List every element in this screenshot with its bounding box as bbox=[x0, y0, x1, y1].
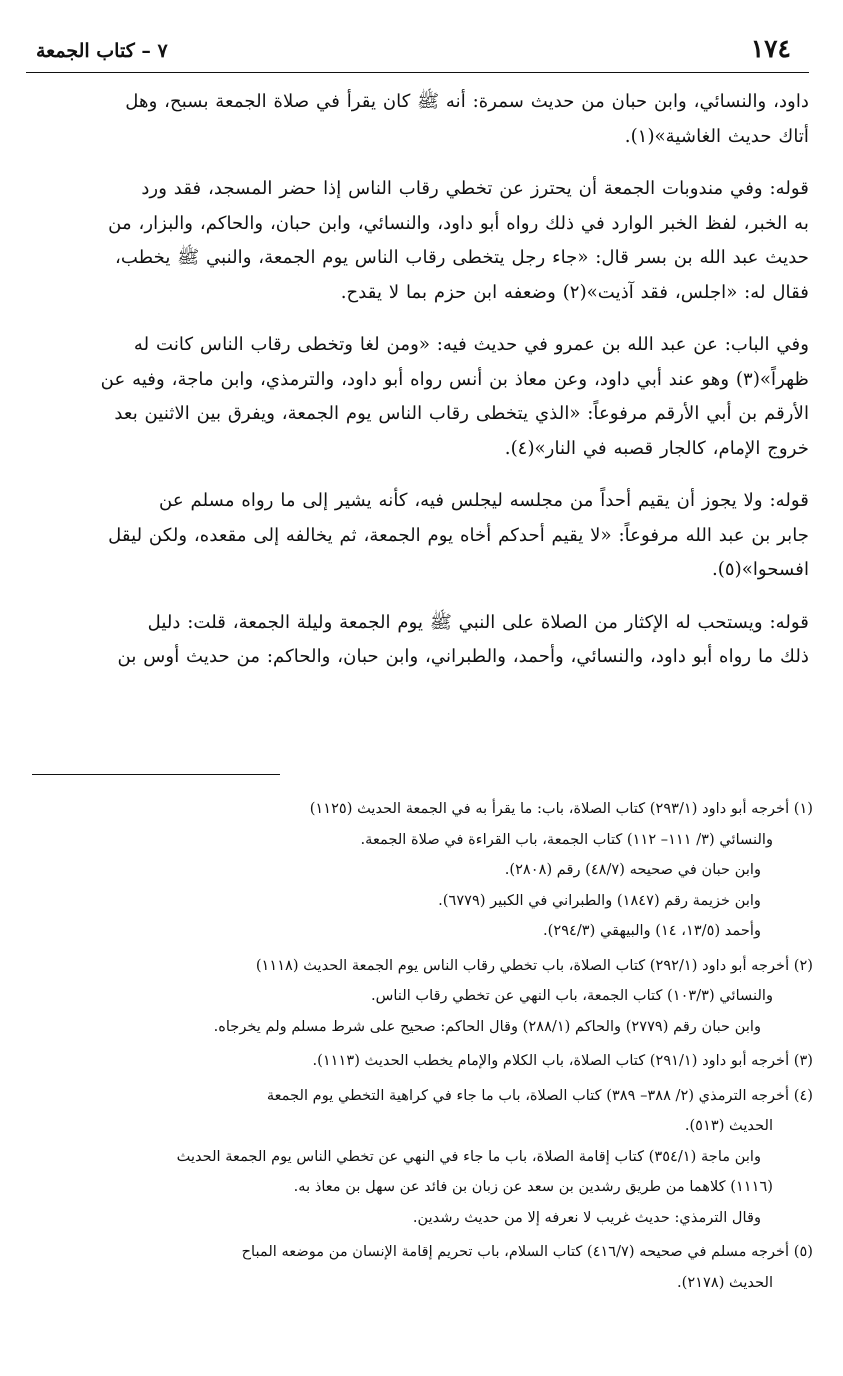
footnote-line: وابن ماجة (٣٥٤/١) كتاب إقامة الصلاة، باب ما جاء في النهي عن تخطي الناس يوم الجمعة الحديث bbox=[176, 1147, 761, 1165]
paragraph-line: حديث عبد الله بن بسر قال: «جاء رجل يتخطى رقاب الناس يوم الجمعة، والنبي ﷺ يخطب، bbox=[115, 247, 809, 268]
main-text bbox=[26, 85, 809, 675]
footnote-line: (١١١٦) كلاهما من طريق رشدين بن سعد عن زبان بن فائد عن سهل بن معاذ به. bbox=[293, 1178, 773, 1195]
paragraph-line: جابر بن عبد الله مرفوعاً: «لا يقيم أحدكم أخاه يوم الجمعة، ثم يخالفه إلى مقعده، ولكن ليقل bbox=[108, 524, 809, 546]
footnote-line: والنسائي (٣/ ١١١– ١١٢) كتاب الجمعة، باب القراءة في صلاة الجمعة. bbox=[360, 830, 773, 848]
footnote-line: الحديث (٥١٣). bbox=[684, 1117, 773, 1134]
paragraph-line: خروج الإمام، كالجار قصبه في النار»(٤). bbox=[504, 437, 809, 459]
paragraph-line: افسحوا»(٥). bbox=[711, 559, 809, 580]
paragraph bbox=[26, 328, 809, 466]
footnotes bbox=[26, 794, 813, 1302]
paragraph-line: فقال له: «اجلس، فقد آذيت»(٢) وضعفه ابن حزم بما لا يقدح. bbox=[340, 281, 809, 303]
footnote bbox=[26, 1081, 813, 1234]
footnote-line: (٥) أخرجه مسلم في صحيحه (٤١٦/٧) كتاب السلام، باب تحريم إقامة الإنسان من موضعه المباح bbox=[241, 1243, 813, 1260]
paragraph bbox=[26, 172, 809, 310]
footnote-line: الحديث (٢١٧٨). bbox=[676, 1273, 773, 1291]
paragraph-line: ذلك ما رواه أبو داود، والنسائي، وأحمد، والطبراني، وابن حبان، والحاكم: من حديث أوس بن bbox=[117, 646, 809, 667]
footnote-divider bbox=[32, 774, 280, 775]
footnote-line: (١) أخرجه أبو داود (٢٩٣/١) كتاب الصلاة، باب: ما يقرأ به في الجمعة الحديث (١١٢٥) bbox=[309, 800, 813, 817]
running-title: ٧ – كتاب الجمعة bbox=[36, 40, 168, 62]
paragraph bbox=[26, 606, 809, 675]
page-number: ١٧٤ bbox=[750, 34, 791, 63]
paragraph-line: ظهراً»(٣) وهو عند أبي داود، وعن معاذ بن أنس رواه أبو داود، والترمذي، وابن ماجة، وفيه عن bbox=[100, 368, 809, 390]
paragraph-line: الأرقم بن أبي الأرقم مرفوعاً: «الذي يتخطى رقاب الناس يوم الجمعة، ويفرق بين الاثنين بعد bbox=[114, 403, 809, 424]
footnote bbox=[26, 1046, 813, 1077]
page-header bbox=[26, 32, 809, 73]
footnote-line: (٢) أخرجه أبو داود (٢٩٢/١) كتاب الصلاة، باب تخطي رقاب الناس يوم الجمعة الحديث (١١١٨) bbox=[255, 956, 813, 974]
paragraph-line: داود، والنسائي، وابن حبان من حديث سمرة: أنه ﷺ كان يقرأ في صلاة الجمعة بسبح، وهل bbox=[125, 91, 809, 112]
paragraph-line: قوله: ويستحب له الإكثار من الصلاة على النبي ﷺ يوم الجمعة وليلة الجمعة، قلت: دليل bbox=[147, 611, 809, 633]
paragraph-line: أتاك حديث الغاشية»(١). bbox=[624, 125, 809, 147]
paragraph-line: به الخبر، لفظ الخبر الوارد في ذلك رواه أبو داود، والنسائي، وابن حبان، والحاكم، والبزار، من bbox=[108, 212, 809, 234]
footnote bbox=[26, 951, 813, 1043]
paragraph bbox=[26, 85, 809, 154]
footnote-line: وابن حبان رقم (٢٧٧٩) والحاكم (٢٨٨/١) وقال الحاكم: صحيح على شرط مسلم ولم يخرجاه. bbox=[213, 1017, 761, 1035]
paragraph bbox=[26, 484, 809, 588]
footnote-line: (٣) أخرجه أبو داود (٢٩١/١) كتاب الصلاة، باب الكلام والإمام يخطب الحديث (١١١٣). bbox=[312, 1052, 813, 1069]
paragraph-line: قوله: وفي مندوبات الجمعة أن يحترز عن تخطي رقاب الناس إذا حضر المسجد، فقد ورد bbox=[141, 178, 809, 199]
footnote-line: وابن خزيمة رقم (١٨٤٧) والطبراني في الكبير (٦٧٧٩). bbox=[438, 891, 761, 909]
footnote bbox=[26, 1237, 813, 1298]
footnote-line: وابن حبان في صحيحه (٤٨/٧) رقم (٢٨٠٨). bbox=[504, 861, 761, 878]
footnote bbox=[26, 794, 813, 947]
footnote-line: وقال الترمذي: حديث غريب لا نعرفه إلا من حديث رشدين. bbox=[412, 1208, 761, 1226]
footnote-line: وأحمد (١٣/٥، ١٤) والبيهقي (٢٩٤/٣). bbox=[543, 922, 761, 939]
footnote-line: (٤) أخرجه الترمذي (٢/ ٣٨٨– ٣٨٩) كتاب الصلاة، باب ما جاء في كراهية التخطي يوم الجمعة bbox=[266, 1086, 813, 1104]
paragraph-line: وفي الباب: عن عبد الله بن عمرو في حديث فيه: «ومن لغا وتخطى رقاب الناس كانت له bbox=[133, 334, 809, 355]
paragraph-line: قوله: ولا يجوز أن يقيم أحداً من مجلسه ليجلس فيه، كأنه يشير إلى ما رواه مسلم عن bbox=[159, 490, 809, 511]
footnote-line: والنسائي (١٠٣/٣) كتاب الجمعة، باب النهي عن تخطي رقاب الناس. bbox=[370, 987, 773, 1004]
